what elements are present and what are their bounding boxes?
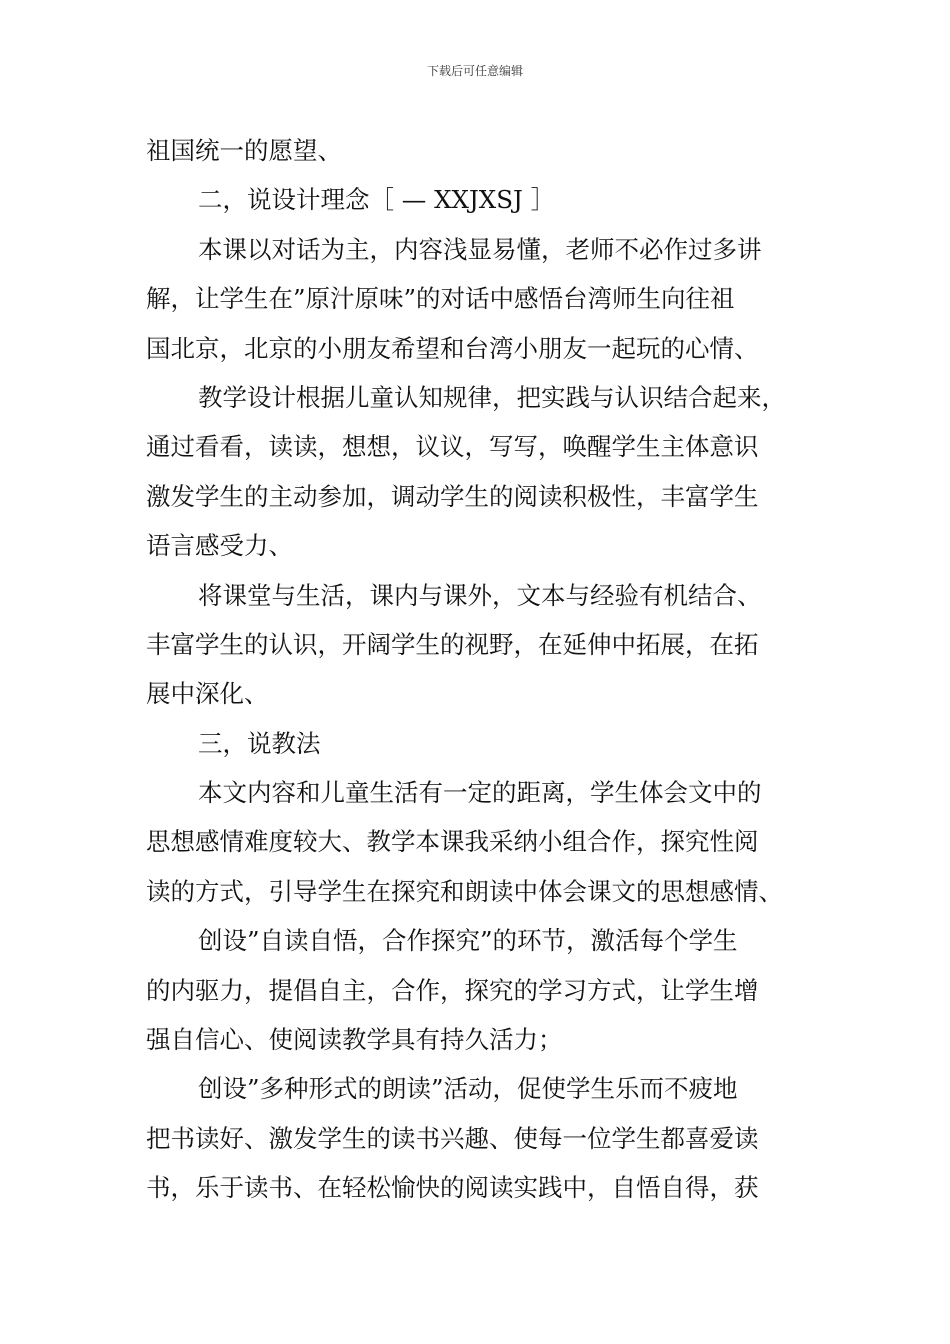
text-line: 强自信心、使阅读教学具有持久活力； bbox=[146, 1025, 563, 1055]
text-line: 书，乐于读书、在轻松愉快的阅读实践中，自悟自得，获 bbox=[146, 1173, 759, 1203]
section-heading: 二，说设计理念［ — XXJXSJ ］ bbox=[198, 185, 556, 215]
document-body bbox=[146, 126, 810, 1213]
text-line: 的内驱力，提倡自主，合作，探究的学习方式，让学生增 bbox=[146, 975, 759, 1005]
text-line: 激发学生的主动参加，调动学生的阅读积极性，丰富学生 bbox=[146, 481, 759, 511]
text-line: 解，让学生在”原汁原味”的对话中感悟台湾师生向往祖 bbox=[146, 284, 735, 314]
text-line: 本课以对话为主，内容浅显易懂，老师不必作过多讲 bbox=[198, 234, 762, 264]
text-line: 把书读好、激发学生的读书兴趣、使每一位学生都喜爱读 bbox=[146, 1123, 759, 1153]
section-heading: 三，说教法 bbox=[198, 728, 321, 758]
text-line: 国北京，北京的小朋友希望和台湾小朋友一起玩的心情、 bbox=[146, 333, 759, 363]
page-header: 下载后可任意编辑 bbox=[426, 64, 523, 78]
text-line: 丰富学生的认识，开阔学生的视野，在延伸中拓展，在拓 bbox=[146, 629, 759, 659]
text-line: 通过看看，读读，想想，议议，写写，唤醒学生主体意识 bbox=[146, 432, 759, 462]
text-line: 祖国统一的愿望、 bbox=[146, 136, 342, 165]
text-line: 本文内容和儿童生活有一定的距离，学生体会文中的 bbox=[198, 778, 762, 808]
text-line: 展中深化、 bbox=[146, 679, 269, 709]
text-line: 思想感情难度较大、教学本课我采纳小组合作，探究性阅 bbox=[146, 827, 759, 857]
text-line: 创设”多种形式的朗读”活动，促使学生乐而不疲地 bbox=[198, 1074, 738, 1104]
text-line: 将课堂与生活，课内与课外，文本与经验有机结合、 bbox=[198, 580, 762, 610]
text-line: 语言感受力、 bbox=[146, 531, 293, 561]
text-line: 教学设计根据儿童认知规律，把实践与认识结合起来， bbox=[198, 382, 786, 412]
text-line: 创设”自读自悟，合作探究”的环节，激活每个学生 bbox=[198, 926, 738, 956]
text-line: 读的方式，引导学生在探究和朗读中体会课文的思想感情、 bbox=[146, 876, 783, 906]
